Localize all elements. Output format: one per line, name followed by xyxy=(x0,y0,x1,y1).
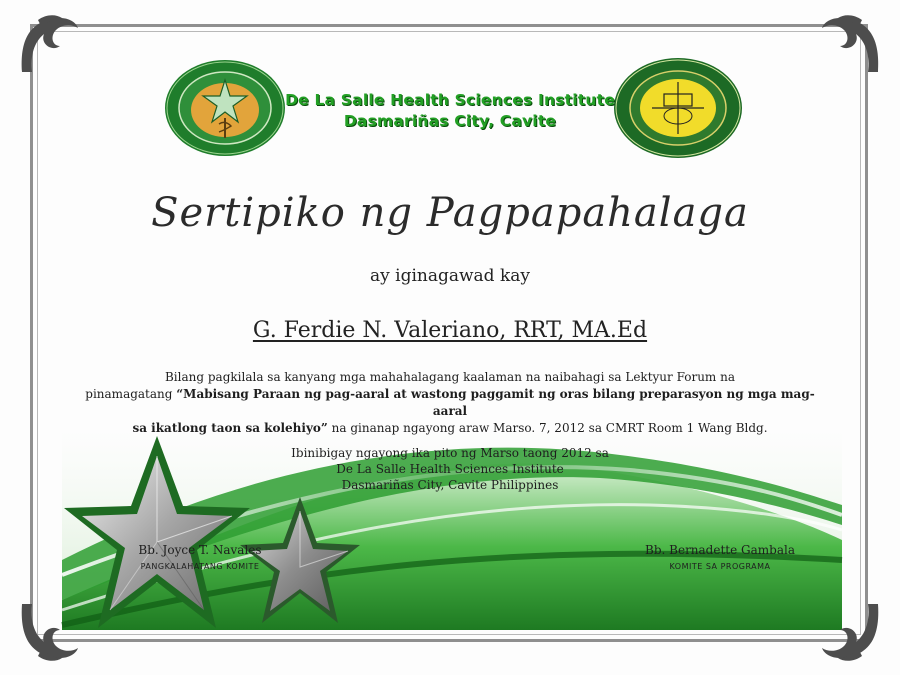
signatory-right xyxy=(610,543,830,571)
given-line-1: Ibinibigay ngayong ika pito ng Marso taong 2012 sa xyxy=(291,446,609,460)
corner-ornament-bottom-right xyxy=(814,594,884,664)
citation-suffix: na ginanap ngayong araw Marso. 7, 2012 sa CMRT Room 1 Wang Bldg. xyxy=(327,421,768,435)
large-star-icon xyxy=(62,432,252,632)
certificate-title: Sertipiko ng Pagpapahalaga xyxy=(151,190,749,236)
institution-location: Dasmariñas City, Cavite xyxy=(343,112,557,130)
corner-ornament-top-right xyxy=(814,12,884,82)
recipient-name: G. Ferdie N. Valeriano, RRT, MA.Ed xyxy=(252,318,648,343)
lecture-topic-part-2: sa ikatlong taon sa kolehiyo” xyxy=(132,421,328,435)
signatory-left xyxy=(90,543,310,571)
signatory-name: Bb. Bernadette Gambala xyxy=(645,543,795,557)
citation-text xyxy=(80,369,820,437)
citation-line-1: Bilang pagkilala sa kanyang mga mahahalagang kaalaman na naibahagi sa Lektyur Forum na xyxy=(164,370,736,384)
given-line-3: Dasmariñas City, Cavite Philippines xyxy=(341,478,559,492)
signatory-name: Bb. Joyce T. Navales xyxy=(138,543,262,557)
given-line-2: De La Salle Health Sciences Institute xyxy=(336,462,564,476)
lecture-topic-part-1: “Mabisang Paraan ng pag-aaral at wastong paggamit ng oras bilang preparasyon ng mga mag-aaral xyxy=(176,387,815,418)
citation-prefix: pinamagatang xyxy=(85,387,177,401)
corner-ornament-top-left xyxy=(16,12,86,82)
citation-line-2 xyxy=(80,386,820,420)
signatory-role: KOMITE SA PROGRAMA xyxy=(669,562,771,571)
institution-name: De La Salle Health Sciences Institute xyxy=(285,91,615,109)
awarded-to-label: ay iginagawad kay xyxy=(369,266,530,286)
signatory-role: PANGKALAHATANG KOMITE xyxy=(140,562,260,571)
